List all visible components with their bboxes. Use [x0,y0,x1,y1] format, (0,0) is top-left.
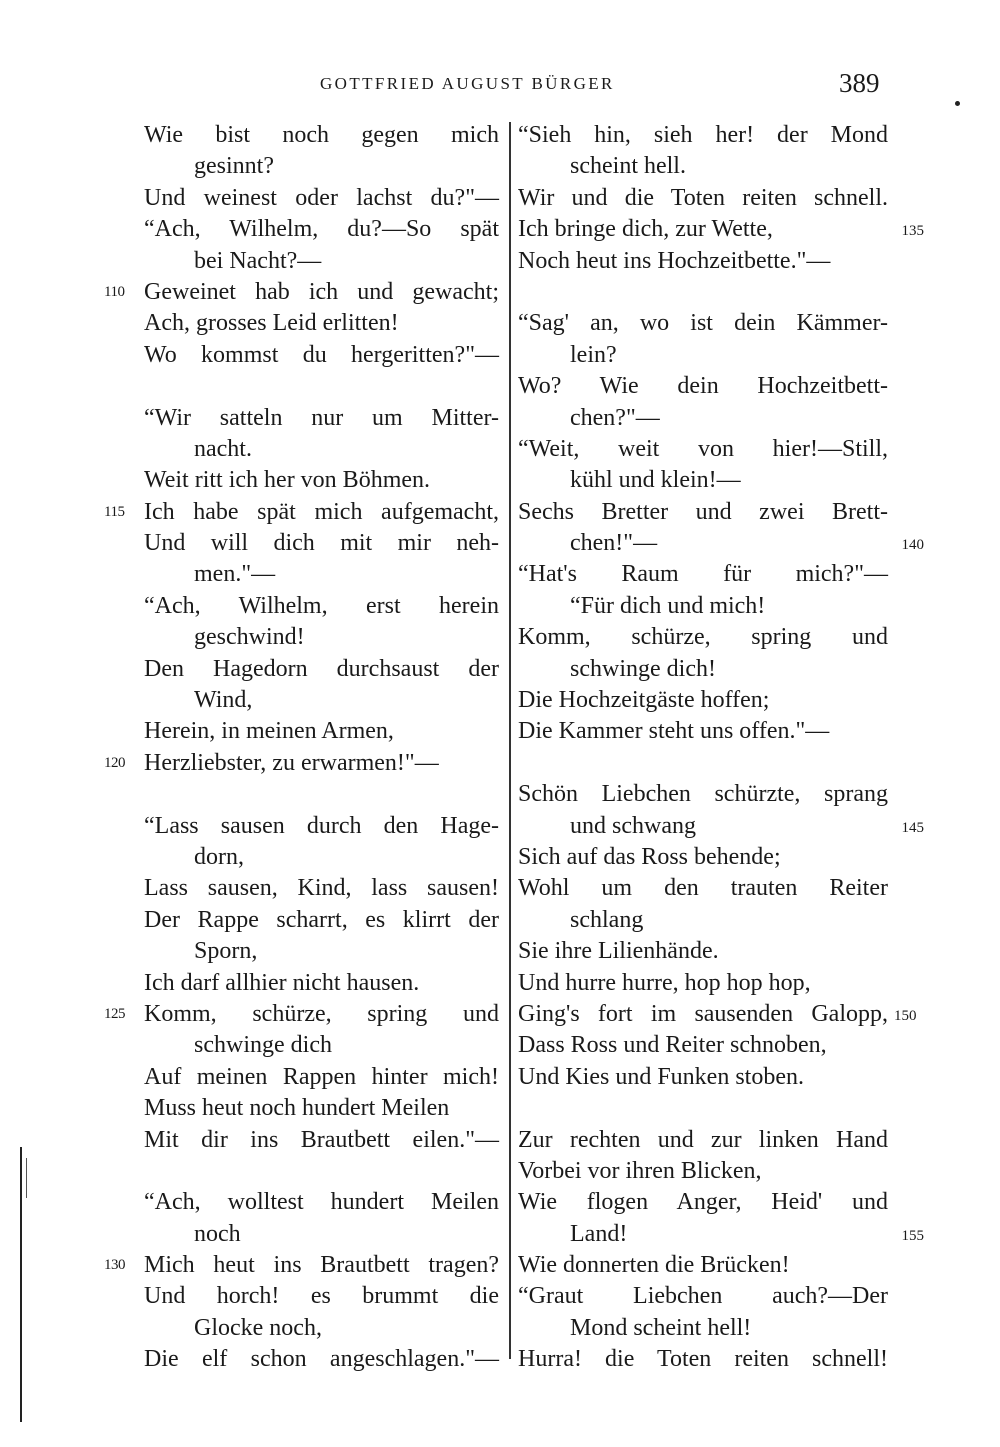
verse-line [516,559,888,590]
verse-line [516,1187,888,1218]
verse-text: chen?"— [570,404,660,431]
line-number: 130 [104,1257,125,1274]
verse-line [104,685,499,716]
verse-line [104,497,499,528]
verse-line [104,1313,499,1344]
verse-text: Geweinet hab ich und gewacht; [144,278,499,305]
verse-text: Noch heut ins Hochzeitbette."— [518,247,831,274]
verse-line [516,371,888,402]
verse-text: “Wir satteln nur um Mitter- [144,404,499,431]
verse-line [516,968,888,999]
verse-text: dorn, [194,843,244,870]
line-number: 115 [104,503,125,520]
verse-text: Mich heut ins Brautbett tragen? [144,1252,499,1279]
verse-line [516,120,888,151]
page-number: 389 [839,68,880,98]
verse-text: Lass sausen, Kind, lass sausen! [144,875,499,902]
verse-line [516,685,888,716]
verse-line [104,1344,499,1375]
verse-text: Komm, schürze, spring und [144,1000,499,1027]
verse-text: Ging's fort im sausenden Galopp, [518,1000,888,1027]
verse-text: bei Nacht?— [194,247,322,274]
verse-text: Komm, schürze, spring und [518,624,888,651]
verse-line [104,622,499,653]
verse-line [104,842,499,873]
verse-text: Wie bist noch gegen mich [144,122,499,148]
verse-text: Und horch! es brummt die [144,1283,499,1310]
verse-line [104,120,499,151]
verse-line [516,1156,888,1187]
verse-text: Vorbei vor ihren Blicken, [518,1157,762,1184]
verse-line [516,716,888,747]
line-number: 110 [104,283,125,300]
line-number: 125 [104,1005,125,1022]
verse-text: Herzliebster, zu erwarmen!"— [144,749,439,776]
verse-text: Zur rechten und zur linken Hand [518,1126,888,1153]
verse-text: Muss heut noch hundert Meilen [144,1095,450,1122]
verse-line [104,528,499,559]
verse-text: schlang [570,906,644,933]
verse-text: lein? [570,341,617,368]
verse-line [104,873,499,904]
verse-text: Und Kies und Funken stoben. [518,1063,804,1090]
verse-text: Wohl um den trauten Reiter [518,875,888,902]
line-number: 140 [901,537,924,554]
verse-text: “Sag' an, wo ist dein Kämmer- [518,310,888,337]
verse-text: Ich bringe dich, zur Wette, [518,216,773,243]
verse-line [516,811,924,842]
verse-line [104,968,499,999]
verse-text: “Weit, weit von hier!—Still, [518,435,888,462]
verse-text: Ich habe spät mich aufgemacht, [144,498,499,525]
verse-line [516,654,888,685]
verse-line [516,999,917,1030]
verse-line [104,183,499,214]
verse-line [516,465,888,496]
verse-text: Land! [570,1220,628,1247]
line-number: 155 [901,1227,924,1244]
verse-line [104,1250,499,1281]
ink-dot [955,101,960,106]
right-column [516,120,924,1376]
verse-line [104,151,499,182]
verse-line [104,308,499,339]
verse-text: “Für dich und mich! [570,592,766,619]
verse-line [104,1281,499,1312]
verse-text: “Graut Liebchen auch?—Der [518,1283,888,1310]
verse-text: Sporn, [194,938,258,965]
verse-line [516,246,888,277]
verse-line [516,591,888,622]
verse-line [516,528,924,559]
verse-line [516,308,888,339]
verse-text: Die elf schon angeschlagen."— [144,1346,499,1373]
verse-text: Dass Ross und Reiter schnoben, [518,1032,827,1059]
verse-text: Und hurre hurre, hop hop hop, [518,969,811,996]
verse-line [516,1125,888,1156]
verse-text: noch [194,1220,241,1247]
verse-text: Der Rappe scharrt, es klirrt der [144,906,499,933]
verse-text: Wie donnerten die Brücken! [518,1252,790,1279]
verse-line [516,1344,888,1375]
verse-text: Wie flogen Anger, Heid' und [518,1189,888,1216]
verse-text: Schön Liebchen schürzte, sprang [518,781,888,808]
verse-text: geschwind! [194,624,305,651]
verse-text: scheint hell. [570,153,686,180]
verse-line [516,936,888,967]
verse-line [516,340,888,371]
verse-text: schwinge dich [194,1032,332,1059]
verse-line [104,340,499,371]
verse-text: “Lass sausen durch den Hage- [144,812,499,839]
verse-text: Weit ritt ich her von Böhmen. [144,467,431,494]
verse-text: schwinge dich! [570,655,716,682]
verse-line [516,779,888,810]
verse-line [104,811,499,842]
verse-line [104,403,499,434]
verse-line [104,716,499,747]
verse-text: Glocke noch, [194,1314,322,1341]
verse-text: Den Hagedorn durchsaust der [144,655,499,682]
verse-text: Die Kammer steht uns offen."— [518,718,830,745]
stanza-gap [104,371,499,402]
verse-line [104,1062,499,1093]
verse-line [516,1030,888,1061]
verse-text: Ach, grosses Leid erlitten! [144,310,399,337]
verse-text: Ich darf allhier nicht hausen. [144,969,420,996]
stanza-gap [516,748,888,779]
verse-line [516,1062,888,1093]
verse-text: Herein, in meinen Armen, [144,718,394,745]
verse-line [104,246,499,277]
verse-line [516,151,888,182]
verse-line [516,622,888,653]
verse-line [516,214,924,245]
verse-text: “Sieh hin, sieh her! der Mond [518,122,888,148]
verse-text: Sich auf das Ross behende; [518,843,781,870]
verse-line [516,842,888,873]
stanza-gap [104,1156,499,1187]
verse-line [516,434,888,465]
stanza-gap [516,1093,888,1124]
page-header [0,68,1000,102]
verse-line [104,999,499,1030]
verse-text: und schwang [570,812,696,839]
verse-line [516,1250,888,1281]
line-number: 150 [894,1007,917,1024]
verse-line [104,905,499,936]
verse-line [104,434,499,465]
line-number: 135 [901,223,924,240]
verse-line [104,1125,499,1156]
verse-line [516,183,888,214]
verse-line [104,559,499,590]
verse-text: Wind, [194,687,253,714]
verse-text: gesinnt? [194,153,274,180]
stanza-gap [516,277,888,308]
verse-text: Auf meinen Rappen hinter mich! [144,1063,499,1090]
verse-line [104,748,499,779]
verse-line [104,936,499,967]
verse-line [516,497,888,528]
verse-text: Mit dir ins Brautbett eilen."— [144,1126,499,1153]
margin-mark [20,1147,22,1422]
left-column [104,120,499,1376]
verse-line [104,465,499,496]
verse-line [104,591,499,622]
stanza-gap [104,779,499,810]
verse-text: Hurra! die Toten reiten schnell! [518,1346,888,1373]
verse-line [104,277,499,308]
verse-text: “Ach, Wilhelm, du?—So spät [144,216,499,243]
verse-text: Wir und die Toten reiten schnell. [518,184,888,211]
verse-line [104,1093,499,1124]
verse-line [516,403,888,434]
running-title: GOTTFRIED AUGUST BÜRGER [320,74,615,93]
verse-text: “Hat's Raum für mich?"— [518,561,888,588]
verse-text: Sie ihre Lilienhände. [518,938,719,965]
verse-text: Wo? Wie dein Hochzeitbett- [518,373,888,400]
verse-line [516,1281,888,1312]
verse-text: “Ach, wolltest hundert Meilen [144,1189,499,1216]
verse-line [516,873,888,904]
verse-text: Und will dich mit mir neh- [144,530,499,557]
margin-mark-secondary [26,1158,27,1198]
line-number: 145 [901,819,924,836]
verse-text: Wo kommst du hergeritten?"— [144,341,499,368]
verse-text: kühl und klein!— [570,467,741,494]
verse-text: Und weinest oder lachst du?"— [144,184,499,211]
verse-line [516,1313,888,1344]
verse-text: Mond scheint hell! [570,1314,752,1341]
verse-text: “Ach, Wilhelm, erst herein [144,592,499,619]
line-number: 120 [104,754,125,771]
verse-text: Sechs Bretter und zwei Brett- [518,498,888,525]
verse-text: chen!"— [570,530,658,557]
column-divider [509,122,511,1359]
verse-line [104,214,499,245]
verse-text: nacht. [194,435,252,462]
verse-line [516,1219,924,1250]
verse-text: men."— [194,561,276,588]
verse-line [104,654,499,685]
verse-line [104,1219,499,1250]
verse-line [104,1187,499,1218]
verse-text: Die Hochzeitgäste hoffen; [518,687,770,714]
verse-line [516,905,888,936]
verse-line [104,1030,499,1061]
